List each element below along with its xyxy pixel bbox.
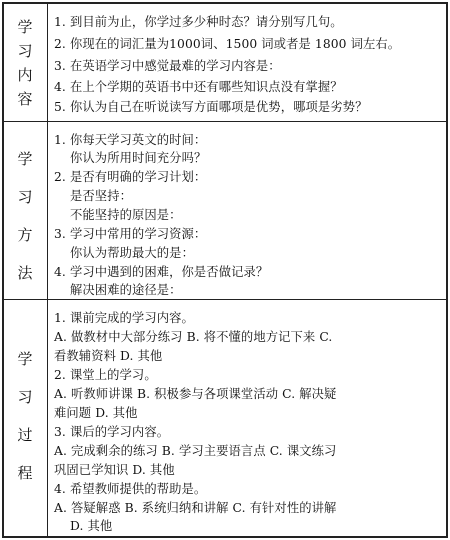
text-line: 1. 你每天学习英文的时间： — [54, 133, 207, 147]
questionnaire-table — [2, 2, 448, 538]
section-label-char: 习 — [17, 42, 33, 60]
section-label-char: 方 — [17, 226, 33, 244]
text-line: 2. 课堂上的学习。 — [54, 368, 157, 382]
text-line: 4. 在上个学期的英语书中还有哪些知识点没有掌握？ — [54, 80, 343, 94]
text-line: 4. 希望教师提供的帮助是。 — [54, 482, 207, 496]
text-line: 难问题 D. 其他 — [54, 406, 138, 420]
section-label-char: 过 — [17, 426, 33, 444]
section-label-char: 习 — [17, 388, 33, 406]
text-line: 3. 学习中常用的学习资源： — [54, 227, 207, 241]
section-label-char: 学 — [17, 150, 33, 168]
section-content — [48, 122, 446, 299]
text-line: 2. 你现在的词汇量为1000词、1500 词或者是 1800 词左右。 — [54, 37, 401, 51]
section-learning-content — [4, 4, 446, 122]
text-line: A. 完成剩余的练习 B. 学习主要语言点 C. 课文练习 — [54, 444, 337, 458]
text-line: A. 答疑解惑 B. 系统归纳和讲解 C. 有针对性的讲解 — [54, 501, 337, 515]
text-line: 2. 是否有明确的学习计划： — [54, 170, 207, 184]
section-content — [48, 4, 446, 121]
text-line: 1. 到目前为止，你学过多少种时态？请分别写几句。 — [54, 15, 343, 29]
text-line: 你认为帮助最大的是： — [70, 246, 194, 260]
section-label-column — [4, 122, 48, 299]
text-line: D. 其他 — [70, 519, 113, 533]
text-line: 不能坚持的原因是： — [70, 208, 182, 222]
text-line: 3. 课后的学习内容。 — [54, 425, 170, 439]
section-label-char: 学 — [17, 18, 33, 36]
section-label-char: 习 — [17, 188, 33, 206]
section-label-column — [4, 4, 48, 121]
section-learning-process — [4, 300, 446, 538]
section-label-char: 容 — [17, 90, 33, 108]
section-content — [48, 300, 446, 538]
text-line: 5. 你认为自己在听说读写方面哪项是优势，哪项是劣势？ — [54, 100, 368, 114]
text-line: A. 听教师讲课 B. 积极参与各项课堂活动 C. 解决疑 — [54, 387, 337, 401]
text-line: 看教辅资料 D. 其他 — [54, 349, 163, 363]
text-line: A. 做教材中大部分练习 B. 将不懂的地方记下来 C. — [54, 330, 333, 344]
section-label-char: 内 — [17, 66, 33, 84]
section-label-column — [4, 300, 48, 538]
text-line: 你认为所用时间充分吗？ — [70, 151, 207, 165]
text-line: 解决困难的途径是： — [70, 283, 182, 297]
section-label-char: 学 — [17, 350, 33, 368]
section-label-char: 程 — [17, 464, 33, 482]
section-learning-method — [4, 122, 446, 300]
text-line: 4. 学习中遇到的困难，你是否做记录？ — [54, 265, 269, 279]
text-line: 1. 课前完成的学习内容。 — [54, 311, 194, 325]
text-line: 巩固已学知识 D. 其他 — [54, 463, 175, 477]
text-line: 是否坚持： — [70, 189, 132, 203]
text-line: 3. 在英语学习中感觉最难的学习内容是： — [54, 59, 281, 73]
section-label-char: 法 — [17, 264, 33, 282]
